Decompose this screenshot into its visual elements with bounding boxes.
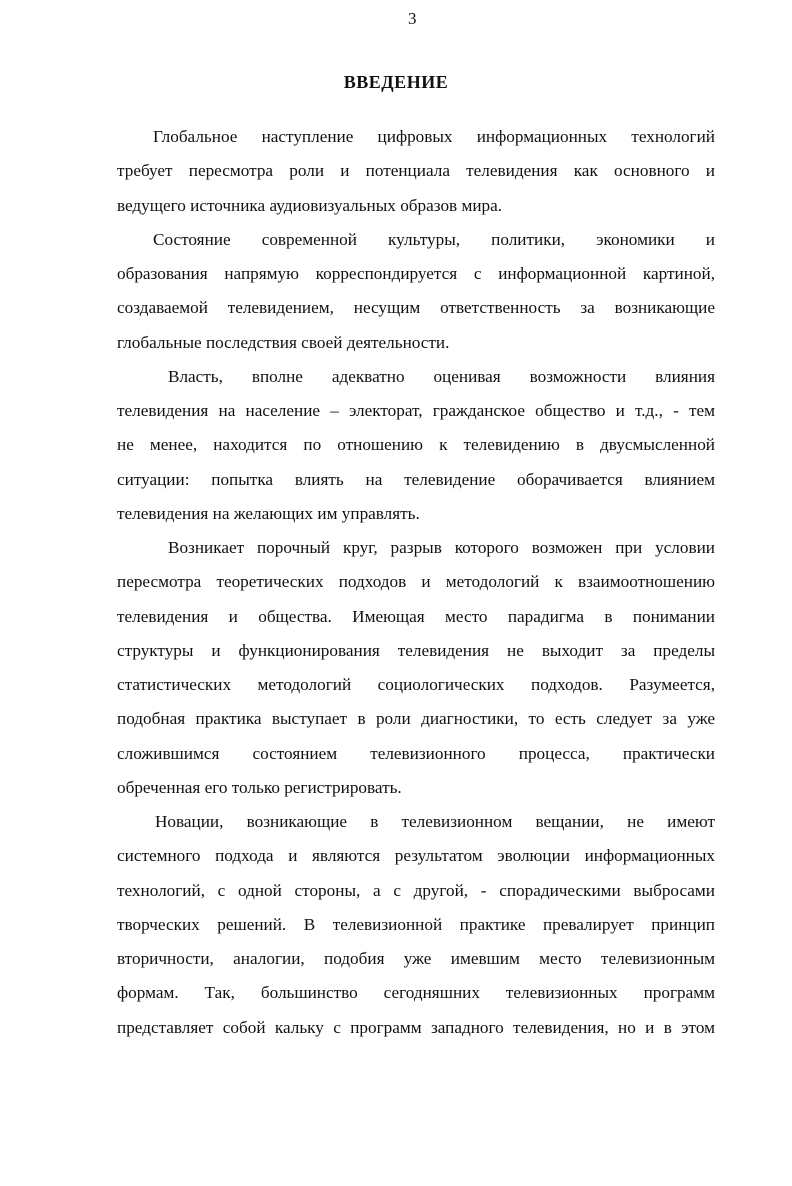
text-line: образования напрямую корреспондируется с информационной картиной, xyxy=(117,264,715,283)
document-body xyxy=(117,124,715,1049)
text-line: ведущего источника аудиовизуальных образов мира. xyxy=(117,195,503,215)
text-line: телевидения на население – электорат, гражданское общество и т.д., - тем xyxy=(117,401,715,420)
text-line: телевидения на желающих им управлять. xyxy=(117,503,420,523)
text-line: ситуации: попытка влиять на телевидение оборачивается влиянием xyxy=(117,469,715,489)
paragraph xyxy=(117,124,715,227)
paragraph xyxy=(117,364,715,535)
text-line: структуры и функционирования телевидения не выходит за пределы xyxy=(117,640,715,660)
text-line: Власть, вполне адекватно оценивая возможности влияния xyxy=(168,366,715,386)
page-title: ВВЕДЕНИЕ xyxy=(343,72,449,92)
text-line: требует пересмотра роли и потенциала телевидения как основного и xyxy=(117,161,715,181)
text-line: Состояние современной культуры, политики, экономики и xyxy=(153,229,715,249)
text-line: обреченная его только регистрировать. xyxy=(117,777,402,797)
text-line: подобная практика выступает в роли диагностики, то есть следует за уже xyxy=(117,709,715,729)
text-line: вторичности, аналогии, подобия уже имевшим место телевизионным xyxy=(117,949,715,968)
text-line: статистических методологий социологических подходов. Разумеется, xyxy=(117,675,715,694)
text-line: сложившимся состоянием телевизионного процесса, практически xyxy=(117,743,715,763)
text-line: создаваемой телевидением, несущим ответственность за возникающие xyxy=(117,298,715,318)
text-line: формам. Так, большинство сегодняшних телевизионных программ xyxy=(117,983,715,1003)
paragraph xyxy=(117,809,715,1049)
text-line: представляет собой кальку с программ западного телевидения, но и в этом xyxy=(117,1017,715,1037)
paragraph xyxy=(117,227,715,364)
text-line: Возникает порочный круг, разрыв которого возможен при условии xyxy=(168,538,715,557)
text-line: глобальные последствия своей деятельности. xyxy=(117,332,450,352)
text-line: творческих решений. В телевизионной практике превалирует принцип xyxy=(117,914,715,934)
paragraph xyxy=(117,535,715,809)
text-line: не менее, находится по отношению к телевидению в двусмысленной xyxy=(117,435,715,455)
text-line: системного подхода и являются результатом эволюции информационных xyxy=(117,846,715,866)
text-line: технологий, с одной стороны, а с другой, - спорадическими выбросами xyxy=(117,880,715,900)
text-line: пересмотра теоретических подходов и методологий к взаимоотношению xyxy=(117,572,715,592)
text-line: телевидения и общества. Имеющая место парадигма в понимании xyxy=(117,606,715,626)
text-line: Глобальное наступление цифровых информационных технологий xyxy=(153,127,715,146)
text-line: Новации, возникающие в телевизионном вещании, не имеют xyxy=(155,812,715,831)
page-number: 3 xyxy=(408,9,417,28)
